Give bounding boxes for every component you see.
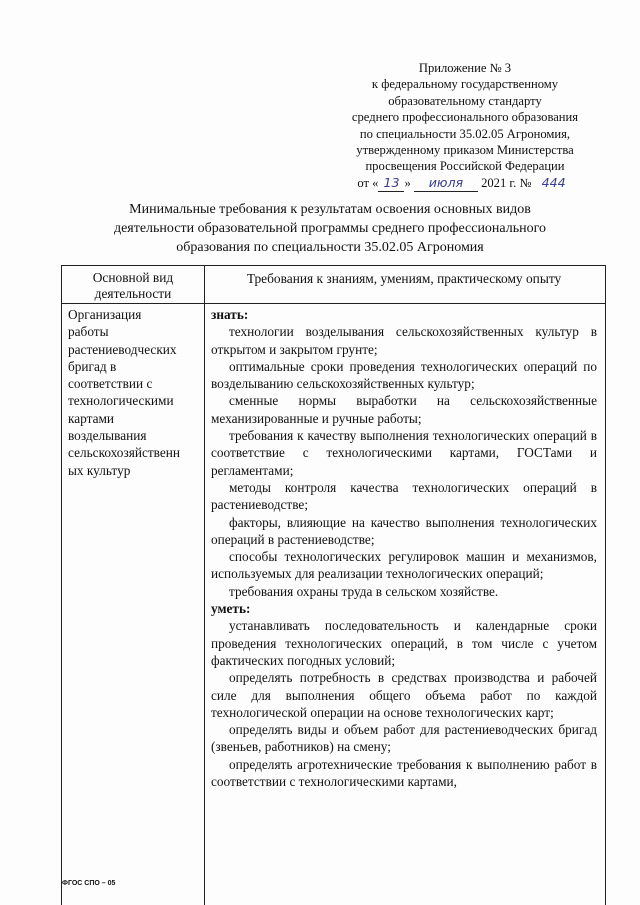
activity-line: ых культур [68,462,131,478]
know-heading: знать: [211,307,249,322]
order-year: 2021 г. № [481,175,532,190]
skills-item: определять виды и объем работ для растениеводческих бригад (звеньев, работников) на смену; [211,722,597,755]
know-item: оптимальные сроки проведения технологических операций по возделыванию сельскохозяйственных культур; [211,358,597,392]
skills-item: определять агротехнические требования к выполнению работ в соответствии с технологическими картами, [211,756,597,790]
column-header-requirements: Требования к знаниям, умениям, практическому опыту [246,271,562,286]
title-line: образования по специальности 35.02.05 Агрономия [176,240,484,255]
order-mid: » [404,175,411,190]
header-line: Приложение № 3 [418,61,512,75]
requirements-table [61,265,606,905]
title-line: Минимальные требования к результатам освоения основных видов [129,202,531,217]
order-number-handwritten: 444 [541,174,566,190]
appendix-header [335,60,595,192]
requirements-cell [211,306,597,790]
header-line: по специальности 35.02.05 Агрономия, [359,126,571,141]
order-month-handwritten: июля [414,175,478,192]
know-item: технологии возделывания сельскохозяйственных культур в открытом и закрытом грунте; [211,324,597,357]
header-line: утвержденному приказом Министерства [356,143,574,158]
know-item: требования охраны труда в сельском хозяйстве. [229,583,499,599]
activity-line: соответствии с [68,376,153,392]
order-day-handwritten: 13 [378,175,404,192]
skills-heading: уметь: [211,601,251,617]
skills-item: определять потребность в средствах производства и рабочей силе для выполнения общего объема работ по каждой технологической операции на основе технологических карт; [211,670,597,720]
activity-line: бригад в [68,358,117,374]
column-divider [204,266,205,905]
header-line: к федеральному государственному [371,77,559,92]
know-item: методы контроля качества технологических операций в растениеводстве; [211,479,597,513]
skills-item: устанавливать последовательность и календарные сроки проведения технологических операций, в том числе с учетом фактических погодных условий; [211,618,597,668]
activity-line: растениеводческих [68,341,177,357]
activity-line: технологическими [68,393,174,409]
activity-cell [68,306,202,479]
order-date-line [335,175,595,192]
column-header-activity: Основной вид деятельности [92,270,174,301]
header-line: среднего профессионального образования [351,110,579,125]
title-line: деятельности образовательной программы среднего профессионального [113,221,547,236]
know-item: факторы, влияющие на качество выполнения технологических операций в растениеводстве; [211,514,597,547]
header-line: образовательному стандарту [388,93,542,108]
activity-line: картами [68,410,115,426]
order-prefix: от « [357,175,379,190]
header-divider [62,303,605,304]
activity-line: сельскохозяйственн [68,445,180,461]
activity-line: возделывания [68,428,147,444]
page-footer: ФГОС СПО – 05 [62,880,116,887]
activity-line: Организация [68,307,142,322]
know-item: требования к качеству выполнения технологических операций в соответствие с технологическими картами, ГОСТами и регламентами; [211,428,597,478]
document-title [80,200,580,257]
header-line: просвещения Российской Федерации [365,159,565,174]
know-item: способы технологических регулировок машин и механизмов, используемых для реализации технологических операций; [211,549,597,582]
know-item: сменные нормы выработки на сельскохозяйственные механизированные и ручные работы; [211,393,597,426]
activity-line: работы [68,324,109,340]
